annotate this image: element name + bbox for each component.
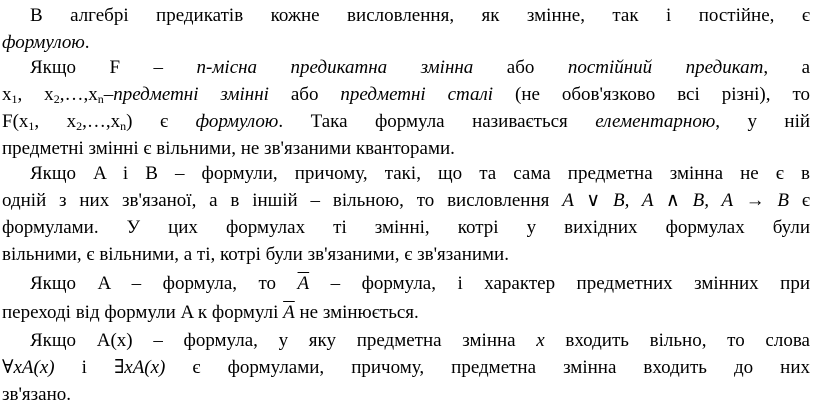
text: В алгебрі предикатів кожне висловлення, як змінне, так і постійне, є xyxy=(30,5,810,26)
text: Якщо A – формула, то xyxy=(30,273,298,294)
math-forall-expression: ∀xA(x) xyxy=(2,357,55,378)
subscript: 2 xyxy=(53,92,60,106)
text: не змінюється. xyxy=(294,302,419,323)
negation-a: $\overline{A}$ xyxy=(283,302,295,323)
text: формулами. У цих формулах ті змінні, котрі у вихідних формулах були xyxy=(2,217,810,238)
term-subject-variables: предметні змінні xyxy=(113,84,269,105)
paragraph-4-line-2 xyxy=(2,299,810,326)
text: ) є xyxy=(126,111,196,132)
paragraph-4-line-1 xyxy=(30,270,810,297)
text: зв'язано. xyxy=(2,384,71,405)
text: ,…,x xyxy=(59,84,98,105)
text: F(x xyxy=(2,111,29,132)
text: вільними, є вільними, а ті, котрі були зв'язаними, є зв'язаними. xyxy=(2,244,509,265)
text: ,…,x xyxy=(82,111,121,132)
math-variable-x: x xyxy=(536,330,545,351)
subscript: 2 xyxy=(76,119,83,133)
subscript: n xyxy=(97,92,104,106)
paragraph-3-line-4 xyxy=(2,241,810,268)
text: . xyxy=(84,32,90,53)
subscript: n xyxy=(120,119,127,133)
text: є формулами, причому, предметна змінна входить до них xyxy=(165,357,810,378)
paragraph-1-line-2 xyxy=(2,29,810,56)
term-constant-predicate: постійний предикат xyxy=(567,57,764,78)
text: . Така формула називається xyxy=(278,111,596,132)
paragraph-3-line-1 xyxy=(30,160,810,187)
paragraph-2-line-1 xyxy=(30,54,810,81)
term-subject-constants: предметні сталі xyxy=(340,84,494,105)
math-expression: A ∨ B, A ∧ B, A → B xyxy=(562,190,790,211)
text: , x xyxy=(17,84,54,105)
paragraph-1-line-1 xyxy=(30,2,810,29)
text: або xyxy=(473,57,568,78)
text: входить вільно, то слова xyxy=(544,330,810,351)
text: або xyxy=(268,84,341,105)
subscript: 1 xyxy=(11,92,18,106)
paragraph-3-line-3 xyxy=(2,214,810,241)
term-n-place-predicate-variable: n-місна предикатна змінна xyxy=(196,57,474,78)
text: – формула, і характер предметних змінних при xyxy=(309,273,810,294)
paragraph-5-line-2 xyxy=(2,354,810,381)
text: x xyxy=(2,84,12,105)
paragraph-5-line-3 xyxy=(2,381,810,408)
text: , у ній xyxy=(715,111,811,132)
text: предметні змінні є вільними, не зв'язаними кванторами. xyxy=(2,138,455,159)
text: – xyxy=(103,84,114,105)
paragraph-2-line-2 xyxy=(2,81,810,108)
math-exists-expression: ∃xA(x) xyxy=(113,357,166,378)
paragraph-2-line-4 xyxy=(2,135,810,162)
paragraph-5-line-1 xyxy=(30,327,810,354)
term-elementary: елементарною xyxy=(595,111,716,132)
text: Якщо A і B – формули, причому, такі, що та сама предметна змінна не є в xyxy=(30,163,810,184)
text: переході від формули A к формулі xyxy=(2,302,284,323)
paragraph-3-line-2 xyxy=(2,187,810,214)
text: є xyxy=(789,190,811,211)
term-formula: формулою xyxy=(2,32,85,53)
text: , x xyxy=(34,111,77,132)
subscript: 1 xyxy=(28,119,35,133)
text: Якщо F – xyxy=(30,57,197,78)
text: , а xyxy=(763,57,810,78)
text: (не обов'язково всі різні), то xyxy=(493,84,810,105)
text: одній з них зв'язаної, а в іншій – вільною, то висловлення xyxy=(2,190,563,211)
negation-a: $\overline{A}$ xyxy=(297,273,310,294)
text: і xyxy=(54,357,114,378)
text: Якщо A(x) – формула, у яку предметна змінна xyxy=(30,330,537,351)
paragraph-2-line-3 xyxy=(2,108,810,135)
term-formula: формулою xyxy=(195,111,279,132)
